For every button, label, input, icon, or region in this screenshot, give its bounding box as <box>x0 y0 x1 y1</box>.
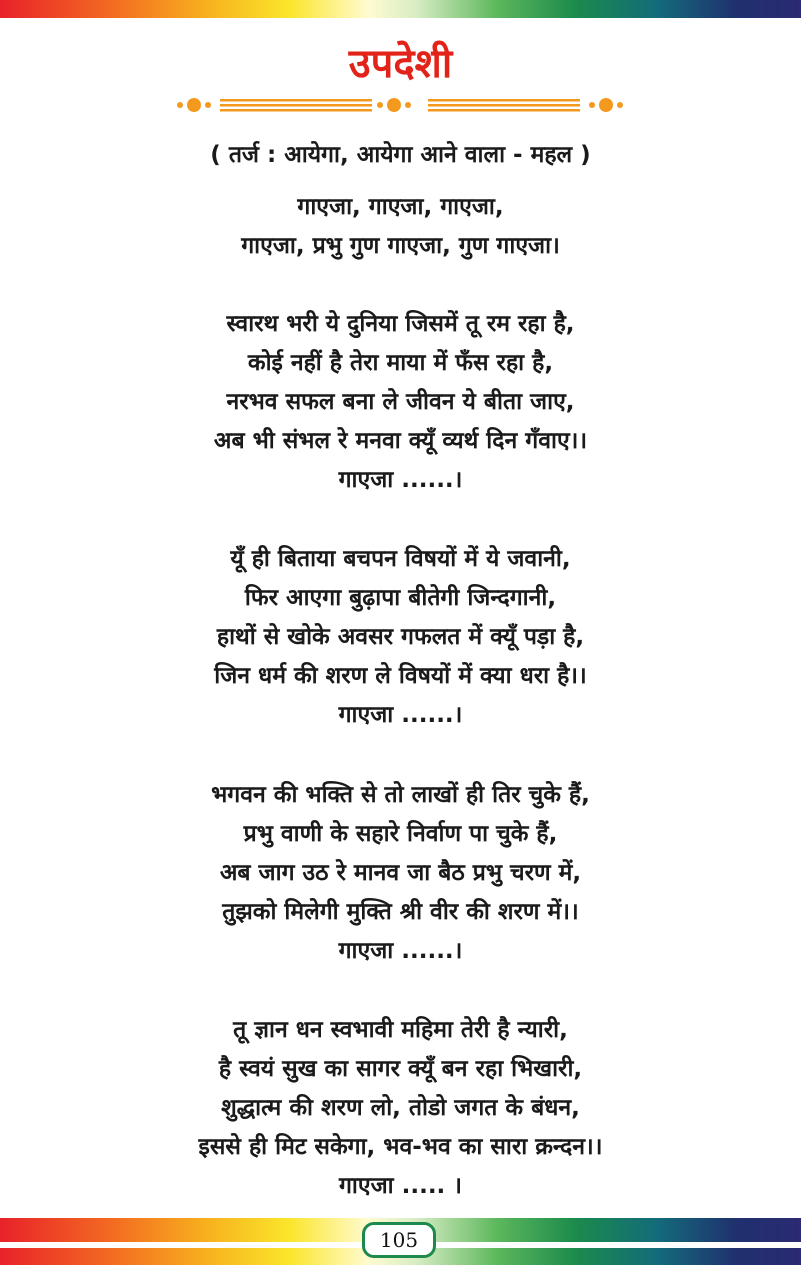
verse-line: गाएजा, गाएजा, गाएजा, <box>297 194 504 220</box>
verse-line: यूँ ही बिताया बचपन विषयों में ये जवानी, <box>230 546 571 572</box>
verse-line: जिन धर्म की शरण ले विषयों में क्या धरा है।। <box>214 663 587 689</box>
verse-line: अब भी संभल रे मनवा क्यूँ व्यर्थ दिन गँवाए।। <box>213 428 588 454</box>
verse-line: प्रभु वाणी के सहारे निर्वाण पा चुके हैं, <box>243 821 558 847</box>
verse-line: तू ज्ञान धन स्वभावी महिमा तेरी है न्यारी, <box>233 1017 568 1043</box>
stanza-2 <box>0 540 801 735</box>
title-ornament-divider <box>172 94 630 116</box>
verse-line: नरभव सफल बना ले जीवन ये बीता जाए, <box>226 389 575 415</box>
refrain-line: गाएजा ......। <box>338 467 463 493</box>
top-rainbow-bar <box>0 0 801 18</box>
stanza-refrain <box>0 188 801 266</box>
verse-line: कोई नहीं है तेरा माया में फँस रहा है, <box>247 350 554 376</box>
verse-line: फिर आएगा बुढ़ापा बीतेगी जिन्दगानी, <box>244 585 557 611</box>
verse-line: तुझको मिलेगी मुक्ति श्री वीर की शरण में।। <box>222 899 579 925</box>
stanza-1 <box>0 305 801 500</box>
verse-line: अब जाग उठ रे मानव जा बैठ प्रभु चरण में, <box>219 860 582 886</box>
tune-reference: ( तर्ज : आयेगा, आयेगा आने वाला - महल ) <box>210 142 591 168</box>
verse-line: हाथों से खोके अवसर गफलत में क्यूँ पड़ा है, <box>216 624 585 650</box>
page-title: उपदेशी <box>348 41 453 87</box>
stanza-3 <box>0 776 801 971</box>
refrain-line: गाएजा ..... । <box>338 1173 463 1199</box>
refrain-line: गाएजा ......। <box>338 938 463 964</box>
verse-line: स्वारथ भरी ये दुनिया जिसमें तू रम रहा है, <box>226 311 575 337</box>
verse-line: गाएजा, प्रभु गुण गाएजा, गुण गाएजा। <box>241 233 560 259</box>
stanza-4 <box>0 1011 801 1206</box>
refrain-line: गाएजा ......। <box>338 702 463 728</box>
verse-line: शुद्धात्म की शरण लो, तोडो जगत के बंधन, <box>221 1095 580 1121</box>
verse-line: इससे ही मिट सकेगा, भव-भव का सारा क्रन्दन।। <box>198 1134 603 1160</box>
page-number: 105 <box>362 1222 436 1258</box>
verse-line: भगवन की भक्ति से तो लाखों ही तिर चुके हैं, <box>211 782 590 808</box>
verse-line: है स्वयं सुख का सागर क्यूँ बन रहा भिखारी, <box>218 1056 583 1082</box>
